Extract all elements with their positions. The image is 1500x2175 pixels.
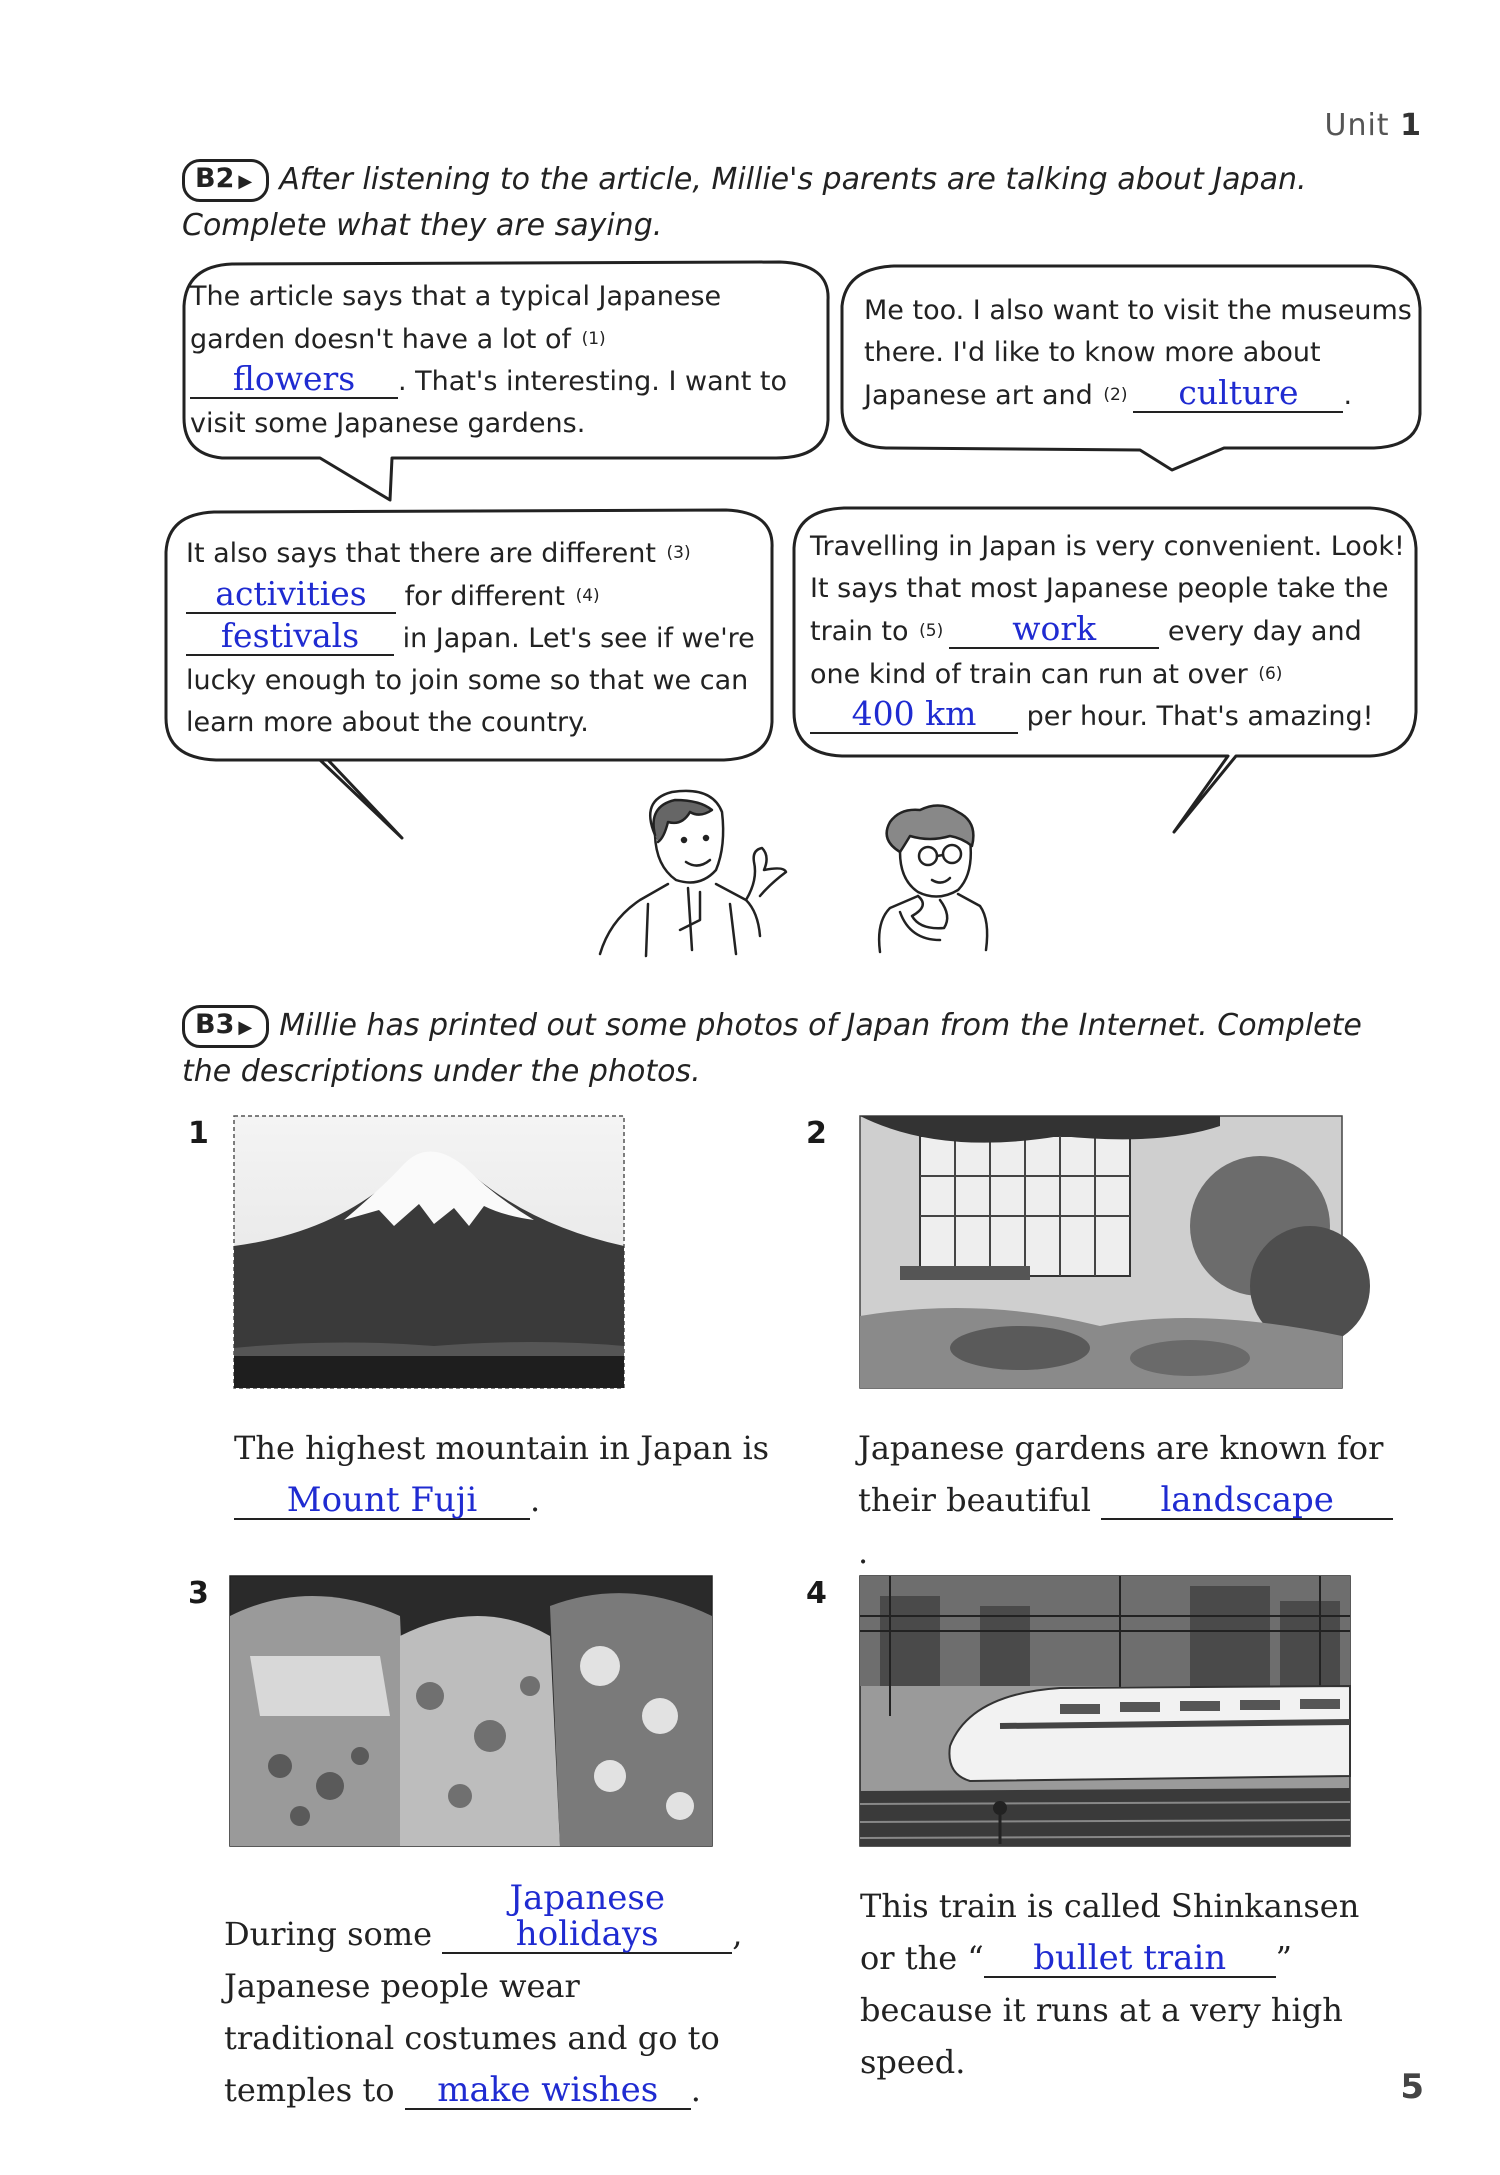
answer-blank-2: culture — [1133, 375, 1343, 413]
blank-number-1: (1) — [581, 329, 606, 349]
caption-1-text-a: The highest mountain in Japan is — [234, 1429, 770, 1467]
photo-number-1: 1 — [188, 1116, 209, 1151]
caption-3-text-c: . — [690, 2071, 701, 2109]
bubble3-text-b: for different — [404, 581, 565, 612]
photo-number-3: 3 — [188, 1576, 209, 1611]
caption-4 — [860, 1880, 1400, 2088]
blank-number-2: (2) — [1103, 385, 1128, 405]
bubble2-text-a: Me too. I also want to visit the museums there. I'd like to know more about Japanese art and — [864, 295, 1412, 411]
unit-number: 1 — [1400, 108, 1422, 143]
mountain-photo — [234, 1116, 624, 1388]
caption-4-text-a: This train is called Shinkansen or the “ — [860, 1887, 1360, 1977]
answer-blank-5: work — [949, 611, 1159, 649]
b3-instruction-text: Millie has printed out some photos of Japan from the Internet. Complete the descriptions under the photos. — [182, 1008, 1362, 1089]
blank-number-4: (4) — [575, 586, 600, 606]
garden-photo — [860, 1116, 1342, 1388]
caption-1-text-b: . — [530, 1481, 541, 1519]
caption-1 — [234, 1422, 774, 1526]
answer-blank-photo-3: Japanese holidays — [442, 1880, 732, 1954]
bubble4-text-b: every day and one kind of train can run at over — [810, 616, 1362, 690]
photo-number-2: 2 — [806, 1116, 827, 1151]
kimono-photo — [230, 1576, 712, 1846]
blank-number-3: (3) — [666, 543, 691, 563]
photo-number-4: 4 — [806, 1576, 827, 1611]
caption-3 — [224, 1880, 744, 2116]
page-number: 5 — [1400, 2067, 1424, 2107]
mother-figure — [879, 805, 987, 952]
bubble2-text-b: . — [1343, 380, 1353, 411]
caption-2-text-b: . — [858, 1533, 869, 1571]
father-figure — [600, 791, 786, 956]
answer-blank-photo-4: bullet train — [984, 1940, 1276, 1978]
answer-blank-6: 400 km — [810, 696, 1018, 734]
caption-3-text-a: During some — [224, 1915, 433, 1953]
train-photo — [860, 1576, 1350, 1846]
blank-number-5: (5) — [919, 621, 944, 641]
answer-blank-photo-3b: make wishes — [405, 2072, 691, 2110]
caption-2-text-a: Japanese gardens are known for their beautiful — [858, 1429, 1384, 1519]
answer-blank-photo-2: landscape — [1101, 1482, 1393, 1520]
bubble1-text-b: . That's interesting. I want to visit some Japanese gardens. — [190, 366, 788, 439]
unit-label: Unit — [1324, 108, 1390, 143]
answer-blank-3: activities — [186, 576, 396, 614]
caption-4-text-b: ” because it runs at a very high speed. — [860, 1939, 1343, 2081]
caption-3-text-b: , Japanese people wear traditional costumes and go to temples to — [224, 1915, 743, 2109]
b3-tag: B3 ▶ — [182, 1005, 269, 1048]
blank-number-6: (6) — [1258, 664, 1283, 684]
b2-instruction-text: After listening to the article, Millie's parents are talking about Japan. Complete what they are saying. — [182, 162, 1307, 243]
caption-2 — [858, 1422, 1398, 1578]
answer-blank-4: festivals — [186, 618, 394, 656]
answer-blank-photo-1: Mount Fuji — [234, 1482, 530, 1520]
bubble1-text-a: The article says that a typical Japanese garden doesn't have a lot of — [190, 281, 722, 355]
bubble3-text-c: in Japan. Let's see if we're lucky enough to join some so that we can learn more about the country. — [186, 623, 755, 738]
bubble4-text-c: per hour. That's amazing! — [1026, 701, 1374, 732]
bubble4-text-a: Travelling in Japan is very convenient. Look! It says that most Japanese people take the train to — [810, 531, 1405, 647]
b3-instruction — [182, 1004, 1412, 1094]
bubble3-text-a: It also says that there are different — [186, 538, 656, 569]
b2-tag: B2 ▶ — [182, 159, 269, 202]
answer-blank-1: flowers — [190, 361, 398, 399]
